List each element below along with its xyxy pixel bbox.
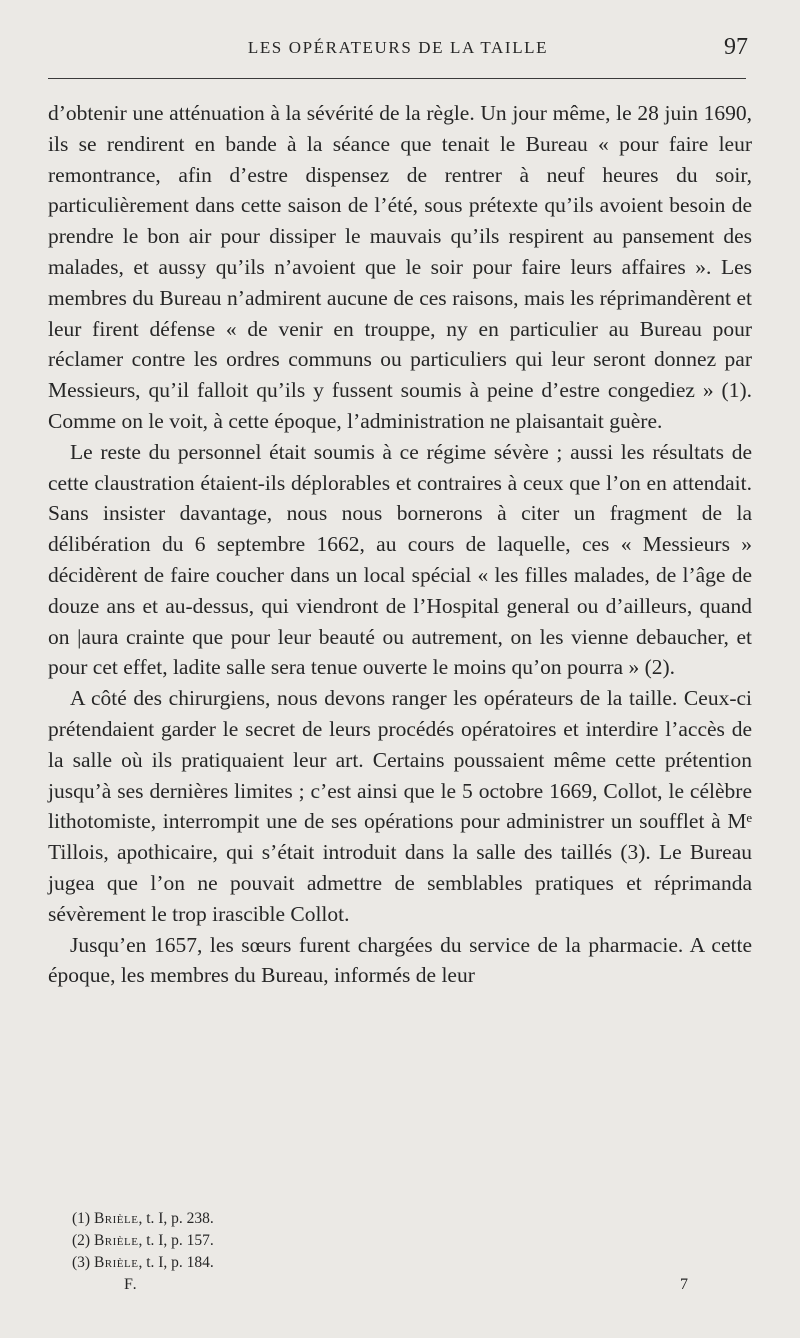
footnote-author: Brièle (93, 1210, 139, 1227)
footnote-author: Brièle (93, 1232, 139, 1249)
footnote-marker: (1) (72, 1210, 91, 1227)
footnote (72, 1208, 214, 1230)
body-text (48, 98, 752, 991)
footnote-marker: (3) (72, 1254, 91, 1271)
footnote-marker: (2) (72, 1232, 91, 1249)
paragraph: A côté des chirurgiens, nous devons ranger les opérateurs de la taille. Ceux-ci prétendaient garder le secret de leurs procédés opératoires et interdire l’accès de la salle où ils pratiquaient leur art. Certains poussaient même cette prétention jusqu’à ses dernières limites ; c’est ainsi que le 5 octobre 1669, Collot, le célèbre lithotomiste, interrompit une de ses opérations pour administrer un soufflet à Mᵉ Tillois, apothicaire, qui s’était introduit dans la salle des taillés (3). Le Bureau jugea que l’on ne pouvait admettre de semblables pratiques et réprimanda sévèrement le trop irascible Collot. (48, 686, 752, 926)
page-number: 97 (724, 34, 748, 60)
page-header (48, 34, 748, 64)
signature-mark: F. (124, 1276, 138, 1293)
header-rule (48, 78, 746, 79)
footnotes (72, 1208, 214, 1274)
paragraph: d’obtenir une atténuation à la sévérité de la règle. Un jour même, le 28 juin 1690, ils se rendirent en bande à la séance que tenait le Bureau « pour faire leur remontrance, afin d’estre dispensez de rentrer à neuf heures du soir, particulièrement dans cette saison de l’été, sous prétexte qu’ils avoient besoin de prendre le bon air pour dissiper le mauvais qu’ils respirent au pansement des malades, et aussy qu’ils n’avoient que le soir pour faire leurs affaires ». Les membres du Bureau n’admirent aucune de ces raisons, mais les réprimandèrent et leur firent défense « de venir en trouppe, ny en particulier au Bureau pour réclamer contre les ordres communs ou particuliers qui leur seront donnez par Messieurs, qu’il falloit qu’ils y fussent soumis à peine d’estre congediez » (1). Comme on le voit, à cette époque, l’administration ne plaisantait guère. (48, 101, 752, 433)
footnote-reference: , t. I, p. 184. (138, 1254, 214, 1271)
running-title: LES OPÉRATEURS DE LA TAILLE (247, 38, 549, 57)
footnote-author: Brièle (93, 1254, 139, 1271)
footnote (72, 1252, 214, 1274)
paragraph: Le reste du personnel était soumis à ce régime sévère ; aussi les résultats de cette claustration étaient-ils déplorables et contraires à ceux que l’on en attendait. Sans insister davantage, nous nous bornerons à citer un fragment de la délibération du 6 septembre 1662, au cours de laquelle, ces « Messieurs » décidèrent de faire coucher dans un local spécial « les filles malades, de l’âge de douze ans et au-dessus, qui viendront de l’Hospital general ou d’ailleurs, quand on |aura crainte que pour leur beauté ou autrement, on les vienne debaucher, et pour cet effet, ladite salle sera tenue ouverte le moins qu’on pourra » (2). (48, 439, 752, 680)
signature-number: 7 (680, 1276, 688, 1293)
footnote (72, 1230, 214, 1252)
footnote-reference: , t. I, p. 157. (138, 1232, 214, 1249)
paragraph: Jusqu’en 1657, les sœurs furent chargées du service de la pharmacie. A cette époque, les membres du Bureau, informés de leur (48, 932, 752, 988)
footnote-reference: , t. I, p. 238. (138, 1210, 214, 1227)
